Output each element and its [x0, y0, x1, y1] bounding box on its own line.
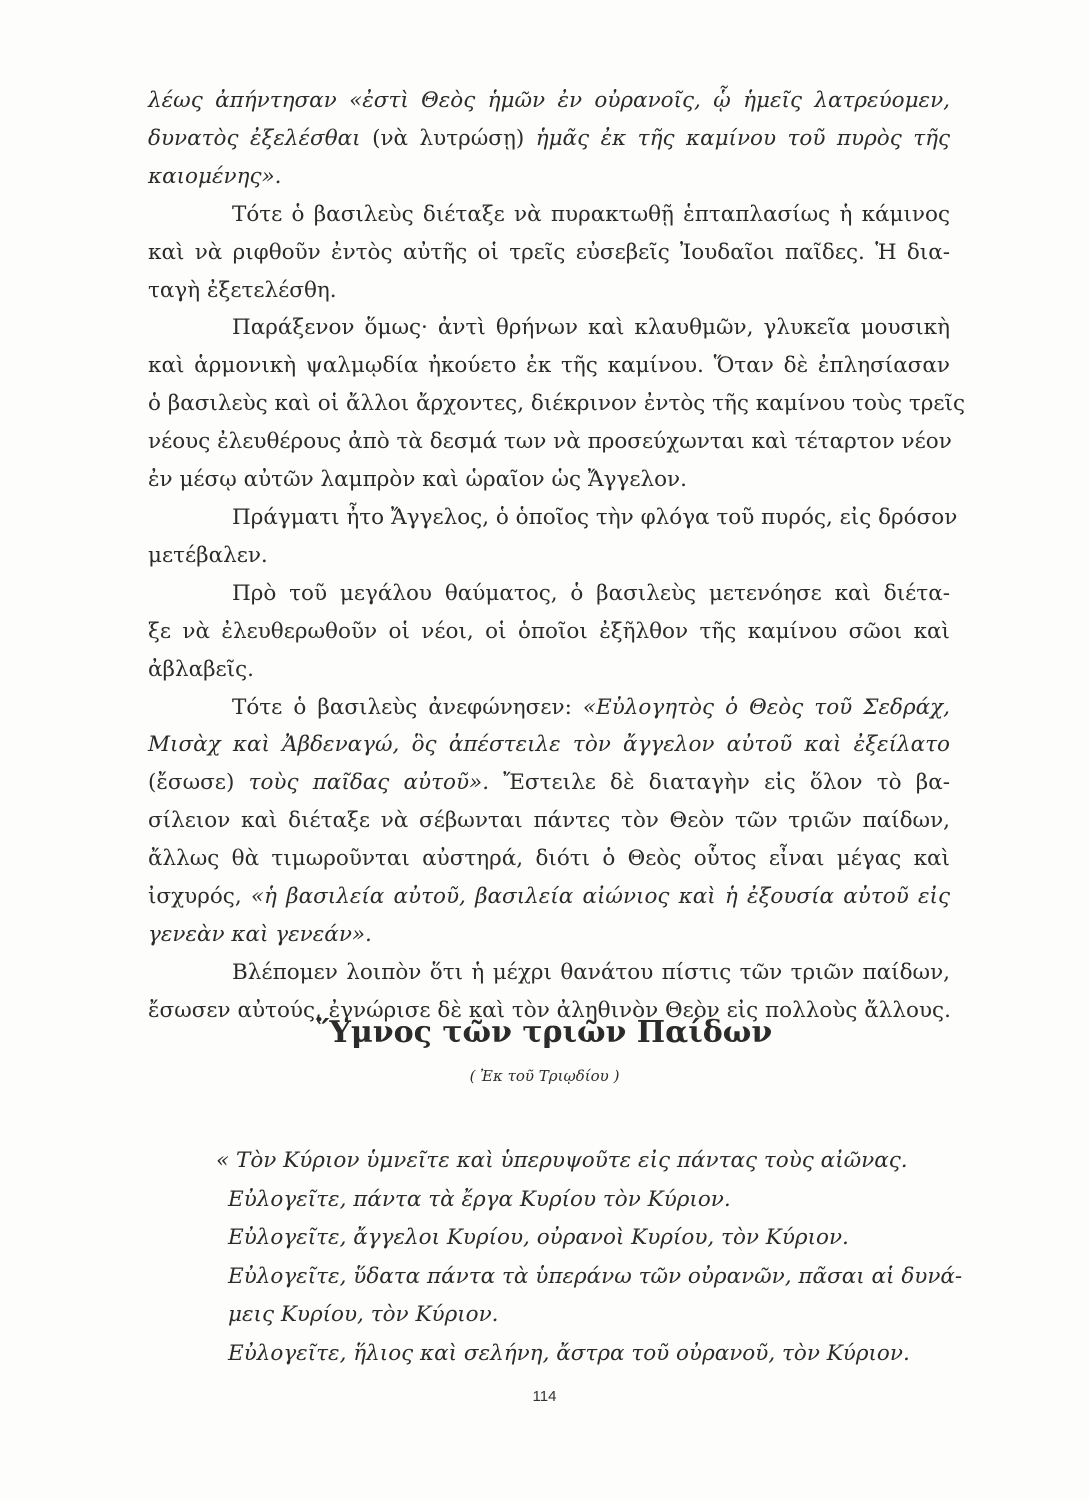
text-line	[148, 954, 950, 992]
text-segment: ἄλλως θὰ τιμωροῦνται αὐστηρά, διότι ὁ Θεὸς οὗτος εἶναι μέγας καὶ	[148, 846, 950, 872]
text-segment: ἰσχυρός,	[148, 884, 251, 910]
text-segment: ταγὴ ἐξετελέσθη.	[148, 277, 337, 303]
hymn-line: « Τὸν Κύριον ὑμνεῖτε καὶ ὑπερυψοῦτε εἰς πάντας τοὺς αἰῶνας.	[216, 1148, 908, 1173]
text-segment: (ἔσωσε)	[148, 770, 249, 796]
text-segment: Παράξενον ὅμως· ἀντὶ θρήνων καὶ κλαυθμῶν, γλυκεῖα μουσικὴ	[232, 315, 950, 341]
text-line	[148, 309, 950, 347]
text-line	[148, 916, 950, 954]
page-number: 114	[532, 1388, 557, 1405]
text-segment: δυνατὸς ἐξελέσθαι	[148, 125, 361, 151]
text-segment: ὁ βασιλεὺς καὶ οἱ ἄλλοι ἄρχοντες, διέκρινον ἐντὸς τῆς καμίνου τοὺς τρεῖς	[148, 391, 966, 417]
text-segment: ἡμᾶς ἐκ τῆς καμίνου τοῦ πυρὸς τῆς	[535, 125, 951, 151]
text-segment: Μισὰχ καὶ Ἀβδεναγώ, ὃς ἀπέστειλε τὸν ἄγγελον αὐτοῦ καὶ ἐξείλατο	[148, 732, 950, 758]
text-segment: γενεὰν καὶ γενεάν».	[148, 921, 372, 947]
text-line	[148, 120, 950, 158]
text-line	[148, 802, 950, 840]
text-segment: Πρὸ τοῦ μεγάλου θαύματος, ὁ βασιλεὺς μετενόησε καὶ διέτα-	[232, 580, 950, 606]
text-line	[148, 764, 950, 802]
text-line	[148, 499, 958, 537]
text-segment: ξε νὰ ἐλευθερωθοῦν οἱ νέοι, οἱ ὁποῖοι ἐξῆλθον τῆς καμίνου σῶοι καὶ	[148, 618, 950, 644]
text-line	[148, 423, 950, 461]
text-line	[148, 82, 950, 120]
hymn-line: μεις Κυρίου, τὸν Κύριον.	[228, 1302, 499, 1328]
text-line	[148, 651, 950, 689]
text-segment: τοὺς παῖδας αὐτοῦ».	[248, 770, 490, 796]
text-segment: ἐν μέσῳ αὐτῶν λαμπρὸν καὶ ὡραῖον ὡς Ἄγγελον.	[148, 467, 687, 493]
text-line	[148, 196, 950, 234]
text-line	[148, 840, 950, 878]
text-segment: ἔσωσεν αὐτούς, ἐγνώρισε δὲ καὶ τὸν ἀληθινὸν Θεὸν εἰς πολλοὺς ἄλλους.	[148, 997, 951, 1023]
text-segment: λέως ἀπήντησαν «ἐστὶ Θεὸς ἡμῶν ἐν οὐρανοῖς, ᾧ ἡμεῖς λατρεύομεν,	[148, 88, 950, 113]
text-segment: νέους ἐλευθέρους ἀπὸ τὰ δεσμά των νὰ προσεύχωνται καὶ τέταρτον νέον	[148, 429, 952, 455]
hymn-line: Εὐλογεῖτε, ἥλιος καὶ σελήνη, ἄστρα τοῦ οὐρανοῦ, τὸν Κύριον.	[228, 1340, 910, 1366]
body-text	[148, 82, 966, 1030]
text-segment: Τότε ὁ βασιλεὺς ἀνεφώνησεν:	[232, 694, 583, 720]
text-segment: Βλέπομεν λοιπὸν ὅτι ἡ μέχρι θανάτου πίστις τῶν τριῶν παίδων,	[232, 959, 950, 985]
text-line	[148, 461, 950, 499]
text-segment: «ἡ βασιλεία αὐτοῦ, βασιλεία αἰώνιος καὶ ἡ ἐξουσία αὐτοῦ εἰς	[250, 884, 950, 910]
text-line	[148, 726, 950, 764]
hymn-title: Ὕμνος τῶν τριῶν Παίδων	[316, 1015, 773, 1050]
text-line	[148, 537, 950, 575]
hymn-line: Εὐλογεῖτε, ὕδατα πάντα τὰ ὑπεράνω τῶν οὐρανῶν, πᾶσαι αἱ δυνά-	[228, 1263, 963, 1289]
hymn-line: Εὐλογεῖτε, πάντα τὰ ἔργα Κυρίου τὸν Κύριον.	[228, 1186, 731, 1212]
text-segment: μετέβαλεν.	[148, 542, 268, 568]
text-line	[148, 234, 950, 272]
text-segment: καὶ ἁρμονικὴ ψαλμῳδία ἠκούετο ἐκ τῆς καμίνου. Ὅταν δὲ ἐπλησίασαν	[148, 353, 950, 379]
hymn-subtitle: ( Ἐκ τοῦ Τριῳδίου )	[469, 1067, 620, 1085]
text-segment: Ἔστειλε δὲ διαταγὴν εἰς ὅλον τὸ βα-	[489, 770, 950, 796]
text-line	[148, 575, 950, 613]
text-line	[148, 158, 950, 196]
text-line	[148, 613, 950, 651]
text-line	[148, 272, 950, 310]
text-segment: (νὰ λυτρώσῃ)	[360, 125, 536, 151]
text-segment: σίλειον καὶ διέταξε νὰ σέβωνται πάντες τὸν Θεὸν τῶν τριῶν παίδων,	[148, 808, 950, 834]
text-segment: Πράγματι ἦτο Ἄγγελος, ὁ ὁποῖος τὴν φλόγα τοῦ πυρός, εἰς δρόσον	[232, 504, 958, 530]
text-line	[148, 385, 966, 423]
text-segment: Τότε ὁ βασιλεὺς διέταξε νὰ πυρακτωθῇ ἑπταπλασίως ἡ κάμινος	[232, 201, 950, 227]
text-segment: ἀβλαβεῖς.	[148, 656, 254, 682]
hymn-verses	[216, 1142, 968, 1374]
text-line	[148, 878, 950, 916]
text-line	[148, 347, 950, 385]
text-segment: «Εὐλογητὸς ὁ Θεὸς τοῦ Σεδράχ,	[582, 694, 950, 720]
hymn-line: Εὐλογεῖτε, ἄγγελοι Κυρίου, οὐρανοὶ Κυρίου, τὸν Κύριον.	[228, 1225, 849, 1251]
text-segment: καὶ νὰ ριφθοῦν ἐντὸς αὐτῆς οἱ τρεῖς εὐσεβεῖς Ἰουδαῖοι παῖδες. Ἡ δια-	[148, 239, 950, 265]
text-segment: καιομένης».	[148, 163, 282, 189]
text-line	[148, 689, 950, 727]
